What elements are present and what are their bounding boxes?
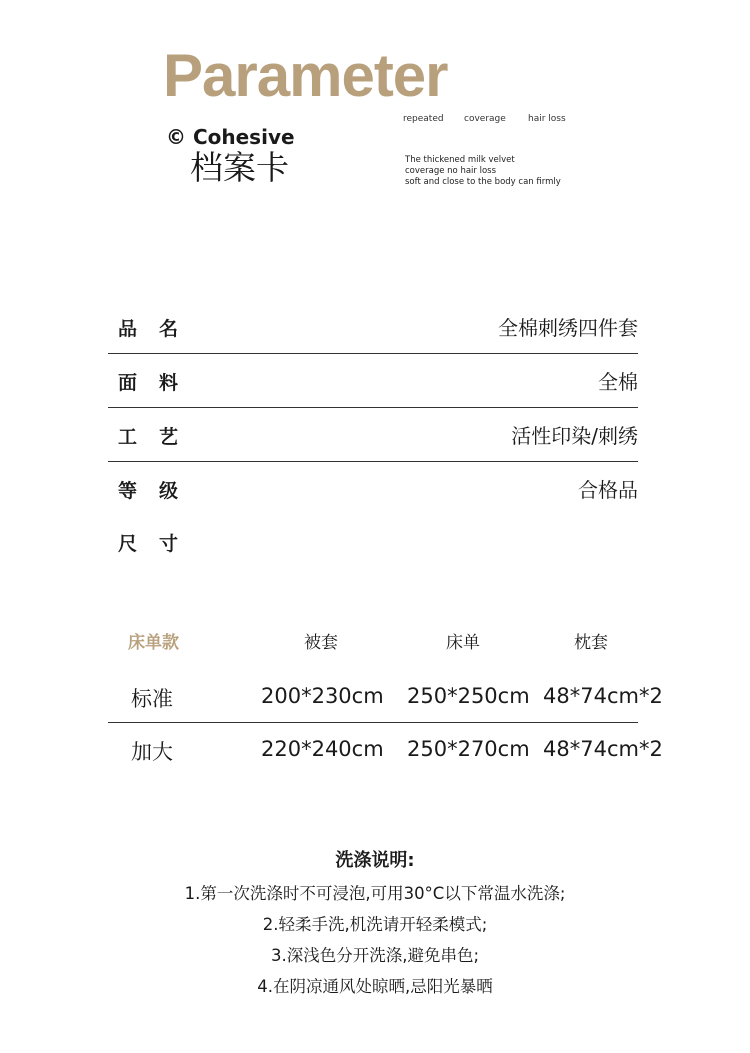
spec-value: 活性印染/刺绣 [511,424,638,448]
table-divider [108,722,638,723]
size-cell: 48*74cm*2 [543,684,663,708]
size-cell: 250*270cm [407,737,530,761]
product-description [405,155,561,188]
spec-row-craft [108,408,638,462]
size-row-label: 标准 [131,687,173,711]
washing-line: 1.第一次洗涤时不可浸泡,可用30°C以下常温水洗涤; [184,884,566,903]
spec-label: 尺寸 [118,533,201,555]
brand-name: © Cohesive [166,125,295,149]
size-header-duvet: 被套 [304,633,338,653]
tag-coverage: coverage [464,114,506,124]
spec-row-material [108,354,638,408]
description-line: coverage no hair loss [405,166,497,176]
size-header-sheet: 床单 [446,633,480,653]
size-row-label: 加大 [131,740,173,764]
washing-title: 洗涤说明: [335,850,415,871]
size-cell: 250*250cm [407,684,530,708]
spec-value: 合格品 [578,478,638,502]
washing-line: 2.轻柔手洗,机洗请开轻柔模式; [262,915,488,934]
tag-repeated: repeated [403,114,444,124]
size-cell: 200*230cm [261,684,384,708]
spec-label: 工艺 [118,426,201,448]
washing-line: 3.深浅色分开洗涤,避免串色; [270,946,480,965]
size-header-style: 床单款 [128,633,179,653]
document-label: 档案卡 [190,148,289,187]
spec-value: 全棉 [598,370,638,394]
spec-label: 品名 [118,318,201,340]
spec-row-size [108,515,638,568]
spec-value: 全棉刺绣四件套 [498,316,638,340]
spec-label: 等级 [118,480,201,502]
size-cell: 220*240cm [261,737,384,761]
description-line: soft and close to the body can firmly [405,177,561,187]
spec-row-grade [108,462,638,515]
size-cell: 48*74cm*2 [543,737,663,761]
page-title: Parameter [163,42,448,109]
tag-hair-loss: hair loss [528,114,566,124]
spec-row-name [108,300,638,354]
spec-label: 面料 [118,372,201,394]
size-header-pillowcase: 枕套 [574,633,608,653]
washing-line: 4.在阴凉通风处晾晒,忌阳光暴晒 [257,977,493,996]
description-line: The thickened milk velvet [405,155,515,165]
